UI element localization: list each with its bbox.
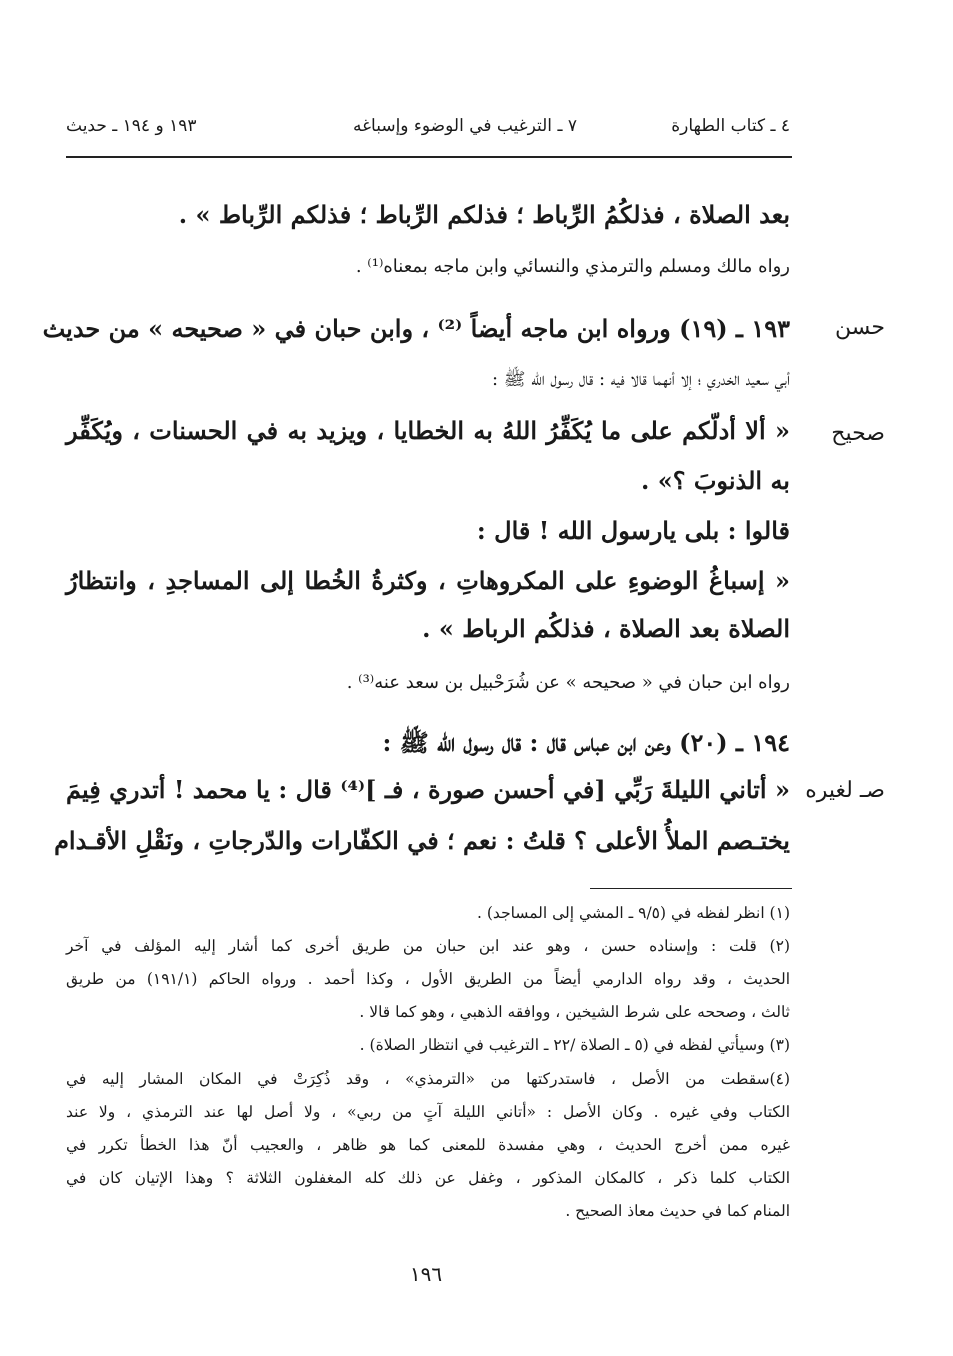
hadith-193-line-5: قالوا : بلى يارسول الله ! قال : [476,516,790,545]
footnote-divider [590,888,792,889]
grade-sahih: صحيح [831,421,885,446]
hadith-193-line-3: « ألا أدلّكم على ما يُكَفِّرُ اللهُ به الخطايا ، ويزيد به في الحسنات ، ويُكَفِّر [66,416,790,445]
hadith-193-line-7: الصلاة بعد الصلاة ، فذلكُم الرباط » . [422,614,790,643]
text-line-1: بعد الصلاة ، فذلكُمُ الرِّباط ؛ فذلكم الرِّباط ؛ فذلكم الرِّباط » . [178,200,790,229]
footnote-4-line-4: الكتاب كلما ذكر ، كالمكان المذكور ، وغفل عن ذلك كله المغفلون الثلاثة ؟ وهذا الإتيان كان في [66,1169,790,1187]
page-number: ١٩٦ [409,1262,443,1286]
footnote-4-line-3: غيره ممن أخرج الحديث ، وهي مفسدة للمعنى كما هو ظاهر ، والعجيب أنّ هذا الخطأ تكرر في [66,1136,790,1154]
hadith-193-line-1: ١٩٣ ـ (١٩) ورواه ابن ماجه أيضاً ⁽²⁾ ، وابن حبان في « صحيحه » من حديث [42,314,790,343]
footnote-4-line-5: المنام كما في حديث معاذ الصحيح . [565,1202,790,1220]
hadith-194-line-2: « أتاني الليلةَ رَبِّي [في أحسن صورة ، فـ ]⁽⁴⁾ قال : يا محمد ! أتدري فِيمَ [66,775,790,804]
hadith-193-line-2: أبي سعيد الخدري ؛ إلا أنهما قالا فيه : قال رسول الله ﷺ : [491,369,790,390]
footnote-2-line-2: الحديث ، وقد رواه الدارمي أيضاً من الطريق الأول ، وكذا أحمد . ورواه الحاكم (١٩١/١) من طريق [66,970,791,988]
header-chapter: ٤ ـ كتاب الطهارة [671,116,790,136]
text-line-2: رواه مالك ومسلم والترمذي والنسائي وابن ماجه بمعناه⁽¹⁾ . [355,256,790,277]
header-section: ٧ ـ الترغيب في الوضوء وإسباغه [353,116,577,136]
footnote-2-line-1: (٢) قلت : وإسناده حسن ، وهو عند ابن حبان من طريق أخرى كما أشار إليه المؤلف في آخر [66,937,790,955]
hadith-194-line-3: يختـصم الملأُ الأعلى ؟ قلتُ : نعم ؛ في الكفّارات والدّرجاتِ ، ونَقْلِ الأقـدام [54,826,790,855]
header-hadith-range: ١٩٣ و ١٩٤ ـ حديث [66,116,197,136]
footnote-4-line-1: (٤)سقطت من الأصل ، فاستدركتها من «الترمذي» ، وقد ذُكِرَتْ في المكان المشار إليه في [66,1070,790,1088]
hadith-193-source: رواه ابن حبان في « صحيحه » عن شُرَحْبيل بن سعد عنه⁽³⁾ . [346,672,790,693]
grade-hasan: حسن [835,315,885,340]
grade-sahih-lighairihi: صـ لغيره [805,778,885,803]
footnote-4-line-2: الكتاب وفي غيره . وكان الأصل : «أتاني الليلة آتٍ من ربي» ، ولا أصل لها عند الترمذي ، ولا عند [66,1103,790,1121]
hadith-194-line-1: ١٩٤ ـ (٢٠) وعن ابن عباس قال : قال رسول الله ﷺ : [382,728,790,757]
footnote-3: (٣) وسيأتي لفظه في (٥ ـ الصلاة /٢٢ ـ الترغيب في انتظار الصلاة) . [359,1036,790,1054]
footnote-1: (١) انظر لفظه في (٩/٥ ـ المشي إلى المساجد) . [477,904,790,922]
footnote-2-line-3: ثالث ، وصححه على شرط الشيخين ، ووافقه الذهبي ، وهو كما قالا . [359,1003,790,1021]
hadith-193-line-6: « إسباغُ الوضوءِ على المكروهاتِ ، وكثرةُ الخُطا إلى المساجدِ ، وانتظارُ [66,566,790,595]
header-divider [66,156,792,158]
hadith-193-line-4: به الذنوبَ ؟» . [641,466,790,495]
